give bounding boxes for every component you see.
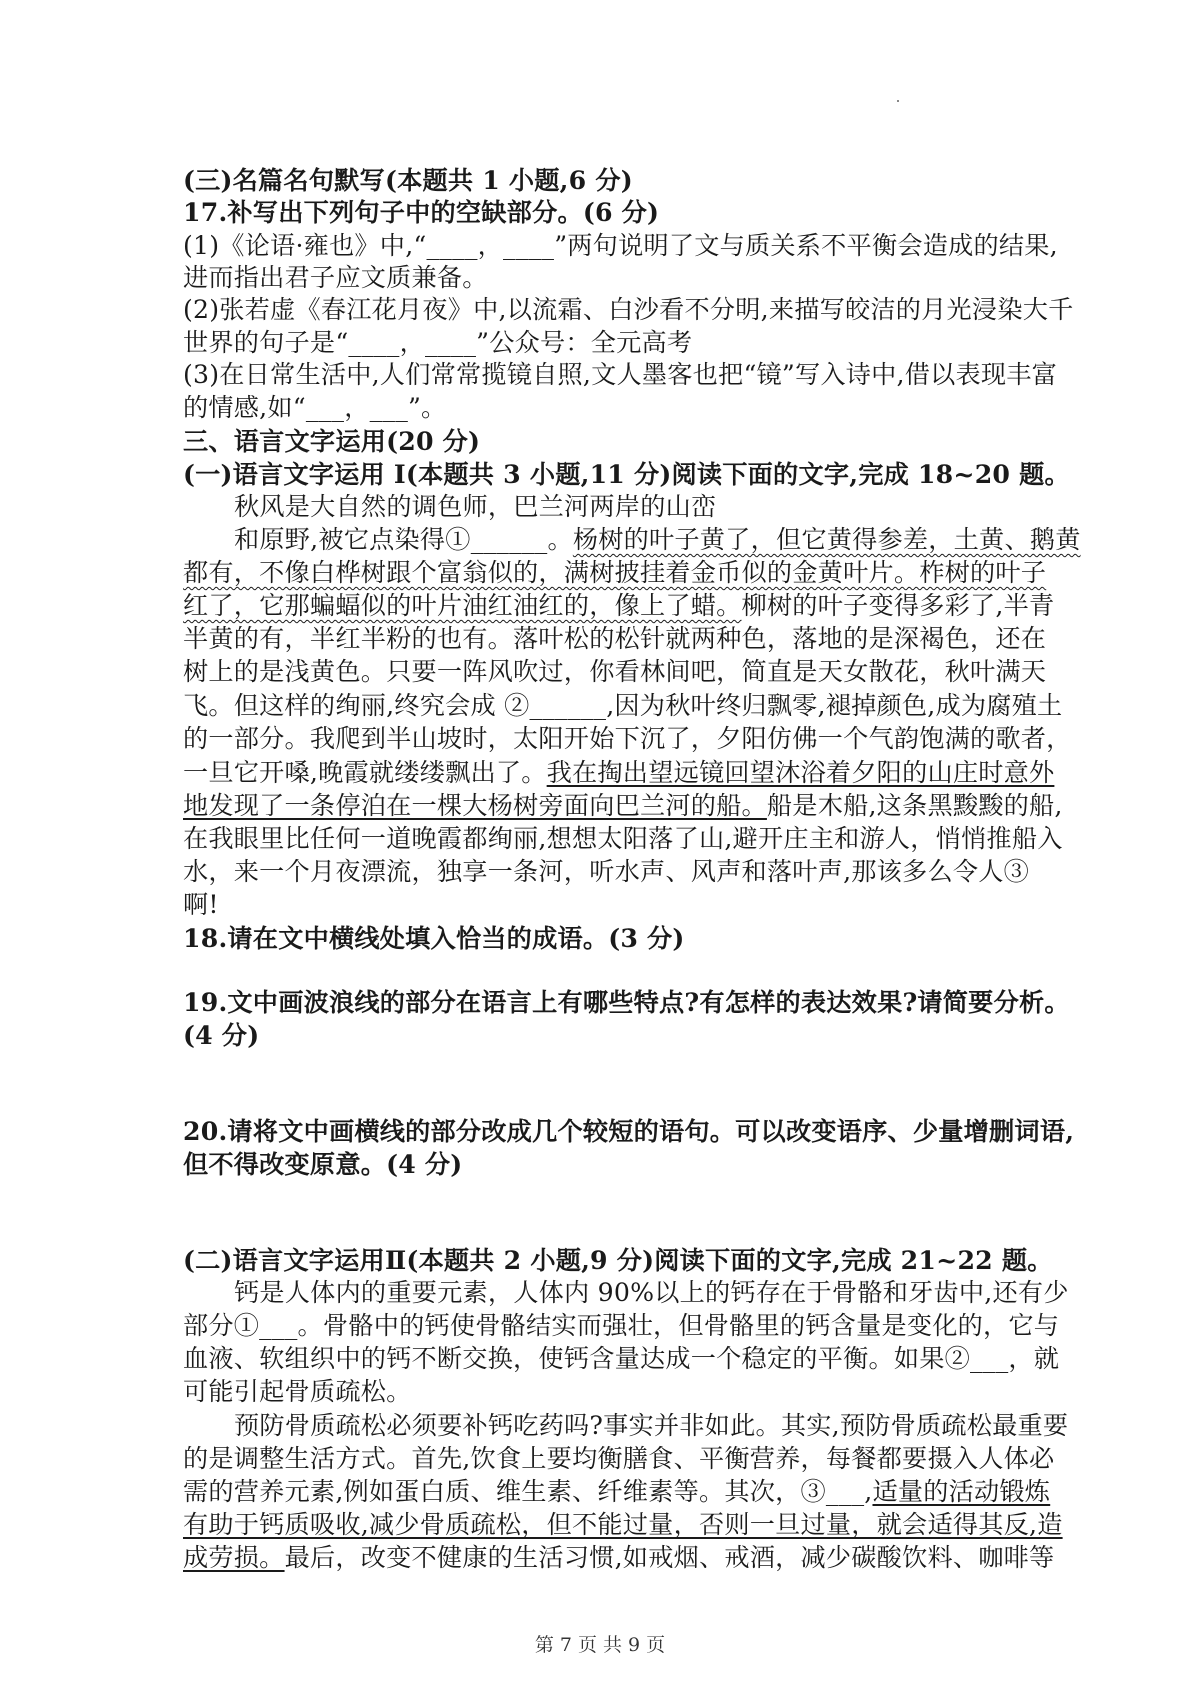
wavy-underlined-text: 杨树的叶子黄了，但它黄得参差，土黄、鹅黄 [572,525,1081,554]
text-line: 世界的句子是“____，____”公众号：全元高考 [183,328,693,357]
passage-line: 在我眼里比任何一道晚霞都绚丽,想想太阳落了山,避开庄主和游人，悄悄推船入 [183,824,1063,853]
wavy-underlined-text: 都有，不像白桦树跟个富翁似的，满树披挂着金币似的金黄叶片。柞树的叶子 [183,558,1047,587]
underlined-text: 成劳损。 [183,1543,285,1572]
text-line: 的情感,如“___，___”。 [183,393,447,422]
question-17-item-2: (2)张若虚《春江花月夜》中,以流霜、白沙看不分明,来描写皎洁的月光浸染大千 [183,295,1074,324]
passage-line: 可能引起骨质疏松。 [183,1377,412,1406]
passage-line: 啊! [183,890,219,919]
question-18: 18.请在文中横线处填入恰当的成语。(3 分) [183,923,685,953]
question-17-item-3: (3)在日常生活中,人们常常揽镜自照,文人墨客也把“镜”写入诗中,借以表现丰富 [183,360,1058,389]
passage-line: 成劳损。最后，改变不健康的生活习惯,如戒烟、戒酒，减少碳酸饮料、咖啡等 [183,1543,1055,1572]
section-heading-famous-lines: (三)名篇名句默写(本题共 1 小题,6 分) [183,165,633,195]
passage-line: 秋风是大自然的调色师，巴兰河两岸的山峦 [234,492,717,521]
wavy-underlined-text: 红了，它那蝙蝠似的叶片油红油红的，像上了蜡。 [183,591,742,620]
question-19-score: (4 分) [183,1020,260,1050]
passage-line: 水，来一个月夜漂流，独享一条河，听水声、风声和落叶声,那该多么令人③ [183,857,1029,886]
question-17: 17.补写出下列句子中的空缺部分。(6 分) [183,197,660,227]
question-20-cont: 但不得改变原意。(4 分) [183,1149,463,1179]
passage-line: 需的营养元素,例如蛋白质、维生素、纤维素等。其次，③___,适量的活动锻炼 [183,1477,1051,1506]
passage-line: 和原野,被它点染得①______。杨树的叶子黄了，但它黄得参差，土黄、鹅黄 [234,525,1081,554]
passage-line: 的是调整生活方式。首先,饮食上要均衡膳食、平衡营养，每餐都要摄入人体必 [183,1444,1055,1473]
underlined-text: 我在掏出望远镜回望沐浴着夕阳的山庄时意外 [546,758,1055,787]
passage-line [183,557,1063,589]
passage-line: 地发现了一条停泊在一棵大杨树旁面向巴兰河的船。船是木船,这条黑黢黢的船, [183,791,1063,820]
passage-line: 红了，它那蝙蝠似的叶片油红油红的，像上了蜡。柳树的叶子变得多彩了,半青 [183,591,1055,620]
passage-line: 钙是人体内的重要元素，人体内 90%以上的钙存在于骨骼和牙齿中,还有少 [234,1278,1069,1307]
passage-line: 血液、软组织中的钙不断交换，使钙含量达成一个稳定的平衡。如果②___，就 [183,1344,1060,1373]
passage-line: 一旦它开嗓,晚霞就缕缕飘出了。我在掏出望远镜回望沐浴着夕阳的山庄时意外 [183,758,1055,787]
underlined-text: 地发现了一条停泊在一棵大杨树旁面向巴兰河的船。 [183,791,767,820]
page-footer: 第 7 页 共 9 页 [534,1634,666,1656]
passage-line: 预防骨质疏松必须要补钙吃药吗?事实并非如此。其实,预防骨质疏松最重要 [234,1411,1069,1440]
passage-line: 部分①___。骨骼中的钙使骨骼结实而强壮，但骨骼里的钙含量是变化的，它与 [183,1311,1060,1340]
passage-line: 的一部分。我爬到半山坡时，太阳开始下沉了，夕阳仿佛一个气韵饱满的歌者， [183,724,1072,753]
question-17-item-1: (1)《论语·雍也》中,“____，____”两句说明了文与质关系不平衡会造成的结果, [183,231,1058,260]
passage-line: 半黄的有，半红半粉的也有。落叶松的松针就两种色，落地的是深褐色，还在 [183,624,1047,653]
question-19: 19.文中画波浪线的部分在语言上有哪些特点?有怎样的表达效果?请简要分析。 [183,987,1070,1017]
text-line: 进而指出君子应文质兼备。 [183,263,488,292]
passage-line [183,1509,1063,1541]
scan-speck [897,100,899,102]
underlined-text: 有助于钙质吸收,减少骨质疏松，但不能过量，否则一旦过量，就会适得其反,造 [183,1510,1063,1539]
underlined-text: 适量的活动锻炼 [872,1477,1051,1506]
passage-line: 飞。但这样的绚丽,终究会成 ②______,因为秋叶终归飘零,褪掉颜色,成为腐殖土 [183,691,1063,720]
subsection-heading-language-use-2: (二)语言文字运用Ⅱ(本题共 2 小题,9 分)阅读下面的文字,完成 21~22 题。 [183,1245,1053,1275]
question-20: 20.请将文中画横线的部分改成几个较短的语句。可以改变语序、少量增删词语, [183,1116,1075,1146]
subsection-heading-language-use-1: (一)语言文字运用 I(本题共 3 小题,11 分)阅读下面的文字,完成 18~20 题。 [183,459,1070,489]
section-heading-language-use: 三、语言文字运用(20 分) [183,426,481,456]
passage-line: 树上的是浅黄色。只要一阵风吹过，你看林间吧，简直是天女散花，秋叶满天 [183,657,1047,686]
